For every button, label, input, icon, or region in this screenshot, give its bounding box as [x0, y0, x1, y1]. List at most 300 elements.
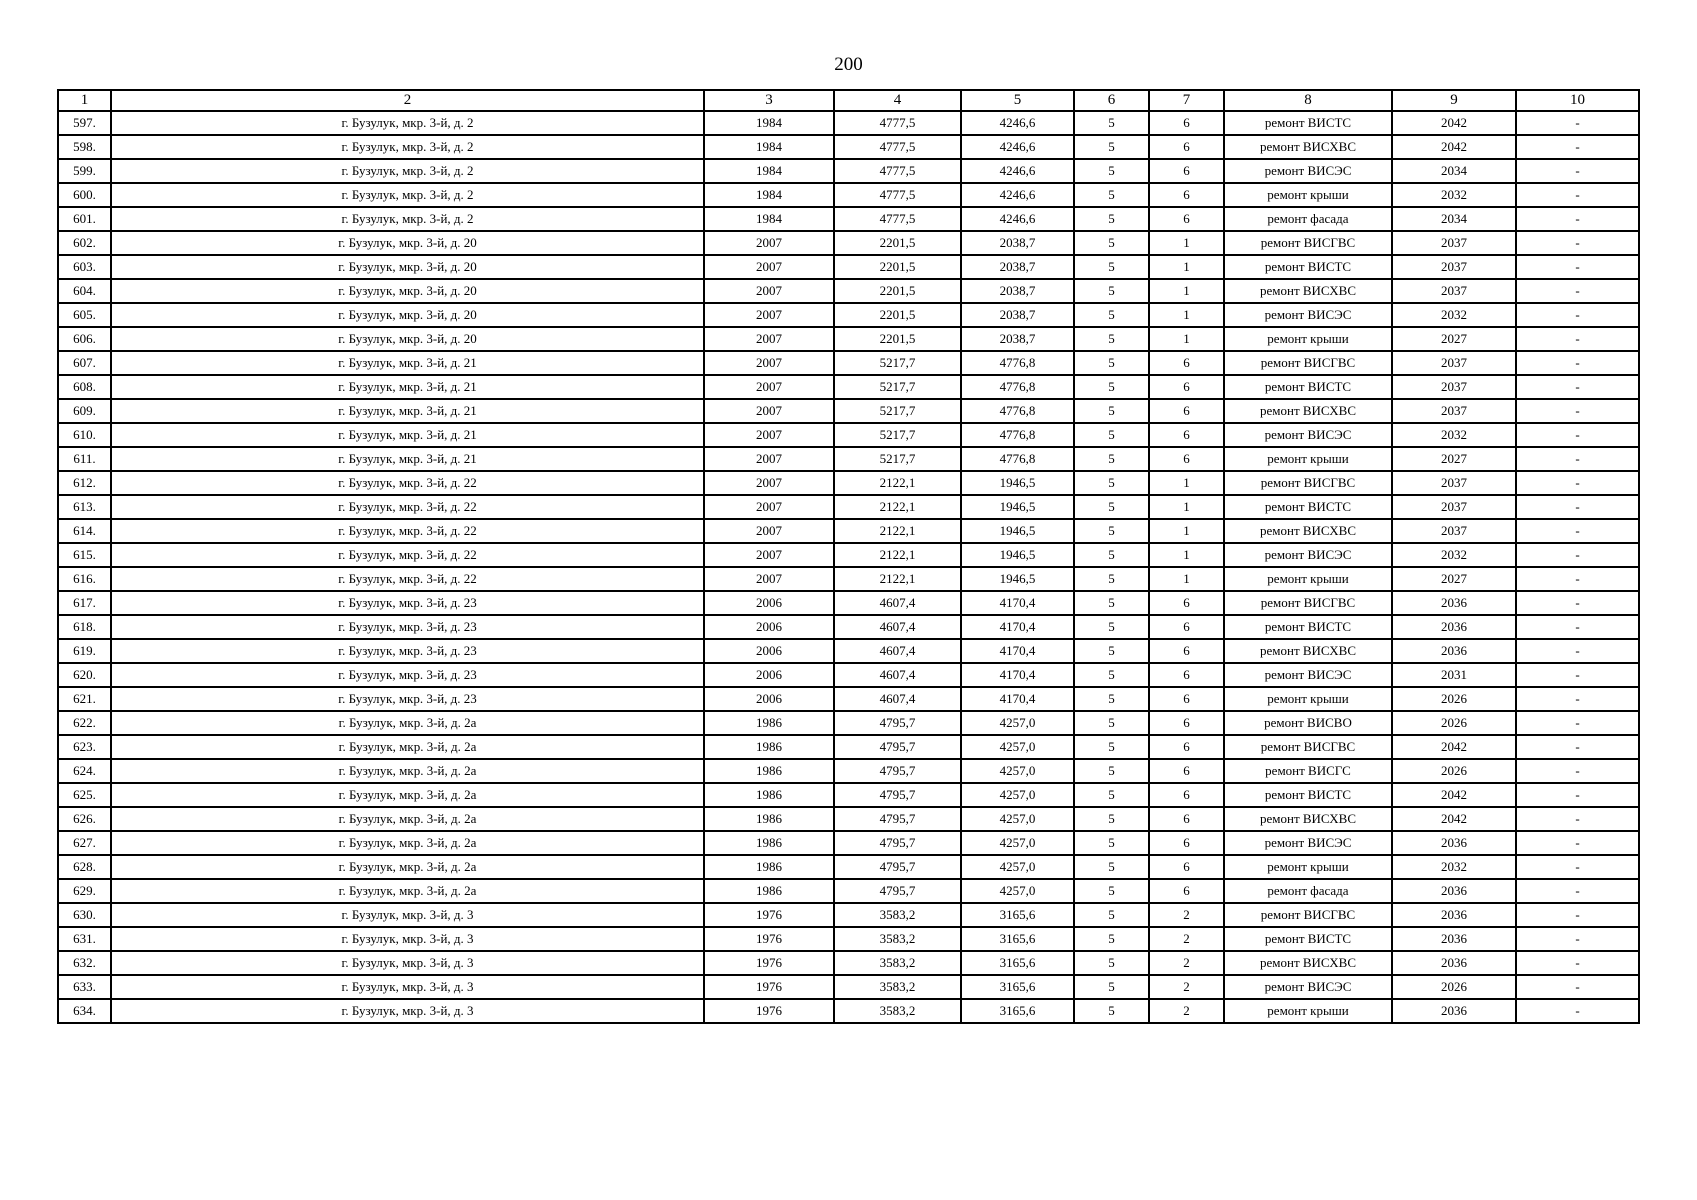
planned-year-cell: 2037: [1392, 519, 1516, 543]
total-area-cell: 2201,5: [834, 303, 961, 327]
planned-year-cell: 2032: [1392, 543, 1516, 567]
total-area-cell: 3583,2: [834, 951, 961, 975]
row-number-cell: 630.: [58, 903, 111, 927]
total-area-cell: 5217,7: [834, 399, 961, 423]
note-cell: -: [1516, 351, 1639, 375]
note-cell: -: [1516, 615, 1639, 639]
table-row: [58, 543, 1639, 567]
planned-year-cell: 2037: [1392, 471, 1516, 495]
work-type-cell: ремонт крыши: [1224, 855, 1392, 879]
work-type-cell: ремонт ВИСВО: [1224, 711, 1392, 735]
total-area-cell: 2201,5: [834, 255, 961, 279]
note-cell: -: [1516, 375, 1639, 399]
entrances-cell: 1: [1149, 471, 1224, 495]
entrances-cell: 6: [1149, 423, 1224, 447]
work-type-cell: ремонт ВИСЭС: [1224, 303, 1392, 327]
floors-cell: 5: [1074, 519, 1149, 543]
note-cell: -: [1516, 495, 1639, 519]
floors-cell: 5: [1074, 711, 1149, 735]
work-type-cell: ремонт ВИСХВС: [1224, 951, 1392, 975]
planned-year-cell: 2042: [1392, 807, 1516, 831]
planned-year-cell: 2037: [1392, 495, 1516, 519]
row-number-cell: 600.: [58, 183, 111, 207]
header-row: [58, 90, 1639, 111]
floors-cell: 5: [1074, 375, 1149, 399]
entrances-cell: 6: [1149, 831, 1224, 855]
table-row: [58, 807, 1639, 831]
planned-year-cell: 2042: [1392, 783, 1516, 807]
row-number-cell: 602.: [58, 231, 111, 255]
row-number-cell: 603.: [58, 255, 111, 279]
entrances-cell: 1: [1149, 543, 1224, 567]
work-type-cell: ремонт ВИСТС: [1224, 495, 1392, 519]
note-cell: -: [1516, 687, 1639, 711]
address-cell: г. Бузулук, мкр. 3-й, д. 20: [111, 303, 704, 327]
note-cell: -: [1516, 255, 1639, 279]
work-type-cell: ремонт ВИСХВС: [1224, 807, 1392, 831]
total-area-cell: 2122,1: [834, 567, 961, 591]
note-cell: -: [1516, 855, 1639, 879]
floors-cell: 5: [1074, 687, 1149, 711]
note-cell: -: [1516, 447, 1639, 471]
total-area-cell: 5217,7: [834, 447, 961, 471]
table-row: [58, 447, 1639, 471]
total-area-cell: 4777,5: [834, 135, 961, 159]
work-type-cell: ремонт ВИСТС: [1224, 255, 1392, 279]
note-cell: -: [1516, 135, 1639, 159]
address-cell: г. Бузулук, мкр. 3-й, д. 3: [111, 975, 704, 999]
table-row: [58, 375, 1639, 399]
table-row: [58, 735, 1639, 759]
floors-cell: 5: [1074, 639, 1149, 663]
row-number-cell: 623.: [58, 735, 111, 759]
row-number-cell: 628.: [58, 855, 111, 879]
year-built-cell: 1984: [704, 111, 834, 135]
living-area-cell: 3165,6: [961, 951, 1074, 975]
row-number-cell: 620.: [58, 663, 111, 687]
table-row: [58, 423, 1639, 447]
living-area-cell: 4257,0: [961, 711, 1074, 735]
work-type-cell: ремонт ВИСХВС: [1224, 519, 1392, 543]
entrances-cell: 1: [1149, 495, 1224, 519]
year-built-cell: 1986: [704, 855, 834, 879]
planned-year-cell: 2027: [1392, 567, 1516, 591]
table-row: [58, 351, 1639, 375]
total-area-cell: 4777,5: [834, 159, 961, 183]
address-cell: г. Бузулук, мкр. 3-й, д. 23: [111, 687, 704, 711]
note-cell: -: [1516, 711, 1639, 735]
table-row: [58, 471, 1639, 495]
table-row: [58, 783, 1639, 807]
living-area-cell: 4170,4: [961, 639, 1074, 663]
planned-year-cell: 2026: [1392, 687, 1516, 711]
row-number-cell: 633.: [58, 975, 111, 999]
note-cell: -: [1516, 543, 1639, 567]
floors-cell: 5: [1074, 183, 1149, 207]
table-row: [58, 399, 1639, 423]
floors-cell: 5: [1074, 135, 1149, 159]
living-area-cell: 3165,6: [961, 975, 1074, 999]
work-type-cell: ремонт ВИСХВС: [1224, 639, 1392, 663]
year-built-cell: 2007: [704, 543, 834, 567]
living-area-cell: 4257,0: [961, 879, 1074, 903]
note-cell: -: [1516, 831, 1639, 855]
repair-schedule-table: [57, 89, 1640, 1024]
planned-year-cell: 2036: [1392, 615, 1516, 639]
table-body: [58, 111, 1639, 1023]
entrances-cell: 6: [1149, 351, 1224, 375]
row-number-cell: 615.: [58, 543, 111, 567]
living-area-cell: 4776,8: [961, 375, 1074, 399]
total-area-cell: 4795,7: [834, 759, 961, 783]
work-type-cell: ремонт ВИСТС: [1224, 615, 1392, 639]
work-type-cell: ремонт фасада: [1224, 879, 1392, 903]
year-built-cell: 1986: [704, 711, 834, 735]
row-number-cell: 618.: [58, 615, 111, 639]
entrances-cell: 6: [1149, 807, 1224, 831]
row-number-cell: 599.: [58, 159, 111, 183]
total-area-cell: 4795,7: [834, 807, 961, 831]
living-area-cell: 2038,7: [961, 231, 1074, 255]
living-area-cell: 2038,7: [961, 279, 1074, 303]
total-area-cell: 4777,5: [834, 111, 961, 135]
work-type-cell: ремонт крыши: [1224, 999, 1392, 1023]
living-area-cell: 1946,5: [961, 495, 1074, 519]
planned-year-cell: 2036: [1392, 879, 1516, 903]
note-cell: -: [1516, 399, 1639, 423]
note-cell: -: [1516, 231, 1639, 255]
year-built-cell: 2007: [704, 447, 834, 471]
row-number-cell: 624.: [58, 759, 111, 783]
total-area-cell: 2122,1: [834, 471, 961, 495]
entrances-cell: 1: [1149, 255, 1224, 279]
row-number-cell: 627.: [58, 831, 111, 855]
row-number-cell: 606.: [58, 327, 111, 351]
floors-cell: 5: [1074, 567, 1149, 591]
address-cell: г. Бузулук, мкр. 3-й, д. 20: [111, 255, 704, 279]
entrances-cell: 6: [1149, 687, 1224, 711]
table-row: [58, 975, 1639, 999]
total-area-cell: 4607,4: [834, 591, 961, 615]
address-cell: г. Бузулук, мкр. 3-й, д. 2а: [111, 711, 704, 735]
address-cell: г. Бузулук, мкр. 3-й, д. 22: [111, 543, 704, 567]
table-row: [58, 879, 1639, 903]
entrances-cell: 1: [1149, 231, 1224, 255]
planned-year-cell: 2037: [1392, 279, 1516, 303]
entrances-cell: 6: [1149, 159, 1224, 183]
row-number-cell: 622.: [58, 711, 111, 735]
work-type-cell: ремонт ВИСГВС: [1224, 351, 1392, 375]
work-type-cell: ремонт ВИСХВС: [1224, 399, 1392, 423]
column-header: 7: [1149, 90, 1224, 111]
address-cell: г. Бузулук, мкр. 3-й, д. 20: [111, 279, 704, 303]
row-number-cell: 629.: [58, 879, 111, 903]
total-area-cell: 5217,7: [834, 351, 961, 375]
floors-cell: 5: [1074, 759, 1149, 783]
living-area-cell: 2038,7: [961, 303, 1074, 327]
year-built-cell: 2006: [704, 591, 834, 615]
address-cell: г. Бузулук, мкр. 3-й, д. 2: [111, 159, 704, 183]
work-type-cell: ремонт крыши: [1224, 687, 1392, 711]
planned-year-cell: 2036: [1392, 639, 1516, 663]
entrances-cell: 6: [1149, 615, 1224, 639]
planned-year-cell: 2027: [1392, 327, 1516, 351]
note-cell: -: [1516, 879, 1639, 903]
note-cell: -: [1516, 759, 1639, 783]
work-type-cell: ремонт ВИСГВС: [1224, 735, 1392, 759]
address-cell: г. Бузулук, мкр. 3-й, д. 23: [111, 591, 704, 615]
row-number-cell: 605.: [58, 303, 111, 327]
planned-year-cell: 2037: [1392, 399, 1516, 423]
table-row: [58, 903, 1639, 927]
work-type-cell: ремонт крыши: [1224, 183, 1392, 207]
year-built-cell: 1984: [704, 135, 834, 159]
table-row: [58, 591, 1639, 615]
note-cell: -: [1516, 567, 1639, 591]
year-built-cell: 1984: [704, 183, 834, 207]
planned-year-cell: 2036: [1392, 999, 1516, 1023]
column-header: 3: [704, 90, 834, 111]
table-row: [58, 663, 1639, 687]
work-type-cell: ремонт ВИСЭС: [1224, 543, 1392, 567]
floors-cell: 5: [1074, 855, 1149, 879]
note-cell: -: [1516, 663, 1639, 687]
year-built-cell: 1986: [704, 831, 834, 855]
work-type-cell: ремонт крыши: [1224, 567, 1392, 591]
floors-cell: 5: [1074, 975, 1149, 999]
planned-year-cell: 2037: [1392, 351, 1516, 375]
row-number-cell: 634.: [58, 999, 111, 1023]
work-type-cell: ремонт ВИСГВС: [1224, 231, 1392, 255]
address-cell: г. Бузулук, мкр. 3-й, д. 2а: [111, 735, 704, 759]
row-number-cell: 597.: [58, 111, 111, 135]
row-number-cell: 607.: [58, 351, 111, 375]
year-built-cell: 2006: [704, 615, 834, 639]
total-area-cell: 4795,7: [834, 711, 961, 735]
entrances-cell: 2: [1149, 975, 1224, 999]
year-built-cell: 2007: [704, 423, 834, 447]
note-cell: -: [1516, 783, 1639, 807]
row-number-cell: 611.: [58, 447, 111, 471]
floors-cell: 5: [1074, 735, 1149, 759]
total-area-cell: 3583,2: [834, 927, 961, 951]
row-number-cell: 610.: [58, 423, 111, 447]
work-type-cell: ремонт ВИСГС: [1224, 759, 1392, 783]
address-cell: г. Бузулук, мкр. 3-й, д. 2а: [111, 831, 704, 855]
total-area-cell: 2122,1: [834, 519, 961, 543]
entrances-cell: 6: [1149, 591, 1224, 615]
address-cell: г. Бузулук, мкр. 3-й, д. 23: [111, 639, 704, 663]
entrances-cell: 2: [1149, 903, 1224, 927]
year-built-cell: 1976: [704, 927, 834, 951]
note-cell: -: [1516, 639, 1639, 663]
floors-cell: 5: [1074, 663, 1149, 687]
floors-cell: 5: [1074, 879, 1149, 903]
row-number-cell: 613.: [58, 495, 111, 519]
year-built-cell: 1986: [704, 735, 834, 759]
table-row: [58, 687, 1639, 711]
planned-year-cell: 2026: [1392, 759, 1516, 783]
year-built-cell: 1986: [704, 807, 834, 831]
address-cell: г. Бузулук, мкр. 3-й, д. 2: [111, 183, 704, 207]
year-built-cell: 2007: [704, 279, 834, 303]
note-cell: -: [1516, 471, 1639, 495]
entrances-cell: 1: [1149, 279, 1224, 303]
planned-year-cell: 2036: [1392, 591, 1516, 615]
floors-cell: 5: [1074, 399, 1149, 423]
floors-cell: 5: [1074, 447, 1149, 471]
planned-year-cell: 2032: [1392, 423, 1516, 447]
work-type-cell: ремонт ВИСТС: [1224, 375, 1392, 399]
table-row: [58, 639, 1639, 663]
column-header: 1: [58, 90, 111, 111]
table-row: [58, 327, 1639, 351]
living-area-cell: 4170,4: [961, 663, 1074, 687]
address-cell: г. Бузулук, мкр. 3-й, д. 21: [111, 423, 704, 447]
address-cell: г. Бузулук, мкр. 3-й, д. 23: [111, 663, 704, 687]
total-area-cell: 4795,7: [834, 783, 961, 807]
year-built-cell: 1984: [704, 159, 834, 183]
entrances-cell: 6: [1149, 879, 1224, 903]
total-area-cell: 4795,7: [834, 879, 961, 903]
living-area-cell: 4246,6: [961, 183, 1074, 207]
floors-cell: 5: [1074, 279, 1149, 303]
living-area-cell: 2038,7: [961, 327, 1074, 351]
floors-cell: 5: [1074, 831, 1149, 855]
entrances-cell: 1: [1149, 519, 1224, 543]
row-number-cell: 625.: [58, 783, 111, 807]
living-area-cell: 1946,5: [961, 519, 1074, 543]
column-header: 5: [961, 90, 1074, 111]
floors-cell: 5: [1074, 423, 1149, 447]
floors-cell: 5: [1074, 927, 1149, 951]
planned-year-cell: 2036: [1392, 927, 1516, 951]
address-cell: г. Бузулук, мкр. 3-й, д. 22: [111, 471, 704, 495]
address-cell: г. Бузулук, мкр. 3-й, д. 3: [111, 951, 704, 975]
living-area-cell: 4170,4: [961, 687, 1074, 711]
table-row: [58, 831, 1639, 855]
page-number: 200: [834, 54, 863, 75]
entrances-cell: 6: [1149, 639, 1224, 663]
address-cell: г. Бузулук, мкр. 3-й, д. 2а: [111, 807, 704, 831]
column-header: 6: [1074, 90, 1149, 111]
note-cell: -: [1516, 807, 1639, 831]
living-area-cell: 1946,5: [961, 543, 1074, 567]
note-cell: -: [1516, 903, 1639, 927]
total-area-cell: 4777,5: [834, 183, 961, 207]
planned-year-cell: 2026: [1392, 975, 1516, 999]
row-number-cell: 617.: [58, 591, 111, 615]
living-area-cell: 4257,0: [961, 831, 1074, 855]
row-number-cell: 621.: [58, 687, 111, 711]
table-row: [58, 495, 1639, 519]
work-type-cell: ремонт ВИСЭС: [1224, 975, 1392, 999]
year-built-cell: 2007: [704, 351, 834, 375]
entrances-cell: 2: [1149, 999, 1224, 1023]
address-cell: г. Бузулук, мкр. 3-й, д. 2а: [111, 783, 704, 807]
total-area-cell: 2122,1: [834, 495, 961, 519]
note-cell: -: [1516, 951, 1639, 975]
entrances-cell: 1: [1149, 567, 1224, 591]
work-type-cell: ремонт ВИСТС: [1224, 783, 1392, 807]
address-cell: г. Бузулук, мкр. 3-й, д. 2а: [111, 879, 704, 903]
table-row: [58, 159, 1639, 183]
floors-cell: 5: [1074, 591, 1149, 615]
note-cell: -: [1516, 183, 1639, 207]
living-area-cell: 3165,6: [961, 999, 1074, 1023]
planned-year-cell: 2042: [1392, 735, 1516, 759]
note-cell: -: [1516, 207, 1639, 231]
entrances-cell: 1: [1149, 327, 1224, 351]
total-area-cell: 3583,2: [834, 999, 961, 1023]
living-area-cell: 4170,4: [961, 591, 1074, 615]
work-type-cell: ремонт ВИСЭС: [1224, 831, 1392, 855]
work-type-cell: ремонт ВИСХВС: [1224, 135, 1392, 159]
table-row: [58, 111, 1639, 135]
note-cell: -: [1516, 303, 1639, 327]
total-area-cell: 4607,4: [834, 615, 961, 639]
living-area-cell: 4257,0: [961, 759, 1074, 783]
work-type-cell: ремонт крыши: [1224, 327, 1392, 351]
table-row: [58, 135, 1639, 159]
floors-cell: 5: [1074, 615, 1149, 639]
table-row: [58, 207, 1639, 231]
planned-year-cell: 2037: [1392, 255, 1516, 279]
entrances-cell: 6: [1149, 111, 1224, 135]
total-area-cell: 2201,5: [834, 327, 961, 351]
column-header: 4: [834, 90, 961, 111]
table-row: [58, 711, 1639, 735]
planned-year-cell: 2032: [1392, 183, 1516, 207]
work-type-cell: ремонт ВИСГВС: [1224, 903, 1392, 927]
address-cell: г. Бузулук, мкр. 3-й, д. 2: [111, 111, 704, 135]
address-cell: г. Бузулук, мкр. 3-й, д. 20: [111, 327, 704, 351]
work-type-cell: ремонт ВИСЭС: [1224, 663, 1392, 687]
entrances-cell: 6: [1149, 663, 1224, 687]
living-area-cell: 3165,6: [961, 903, 1074, 927]
address-cell: г. Бузулук, мкр. 3-й, д. 3: [111, 999, 704, 1023]
year-built-cell: 1986: [704, 783, 834, 807]
address-cell: г. Бузулук, мкр. 3-й, д. 3: [111, 927, 704, 951]
year-built-cell: 2007: [704, 495, 834, 519]
year-built-cell: 2006: [704, 687, 834, 711]
year-built-cell: 2007: [704, 519, 834, 543]
year-built-cell: 1986: [704, 879, 834, 903]
living-area-cell: 4257,0: [961, 735, 1074, 759]
year-built-cell: 2006: [704, 639, 834, 663]
table-row: [58, 255, 1639, 279]
table-row: [58, 567, 1639, 591]
floors-cell: 5: [1074, 255, 1149, 279]
year-built-cell: 1976: [704, 999, 834, 1023]
year-built-cell: 2007: [704, 231, 834, 255]
year-built-cell: 2007: [704, 375, 834, 399]
planned-year-cell: 2036: [1392, 903, 1516, 927]
address-cell: г. Бузулук, мкр. 3-й, д. 21: [111, 447, 704, 471]
living-area-cell: 4257,0: [961, 783, 1074, 807]
row-number-cell: 616.: [58, 567, 111, 591]
planned-year-cell: 2027: [1392, 447, 1516, 471]
table-row: [58, 999, 1639, 1023]
address-cell: г. Бузулук, мкр. 3-й, д. 2а: [111, 855, 704, 879]
total-area-cell: 3583,2: [834, 975, 961, 999]
living-area-cell: 4257,0: [961, 855, 1074, 879]
note-cell: -: [1516, 927, 1639, 951]
total-area-cell: 4777,5: [834, 207, 961, 231]
living-area-cell: 1946,5: [961, 471, 1074, 495]
total-area-cell: 4795,7: [834, 855, 961, 879]
planned-year-cell: 2042: [1392, 111, 1516, 135]
